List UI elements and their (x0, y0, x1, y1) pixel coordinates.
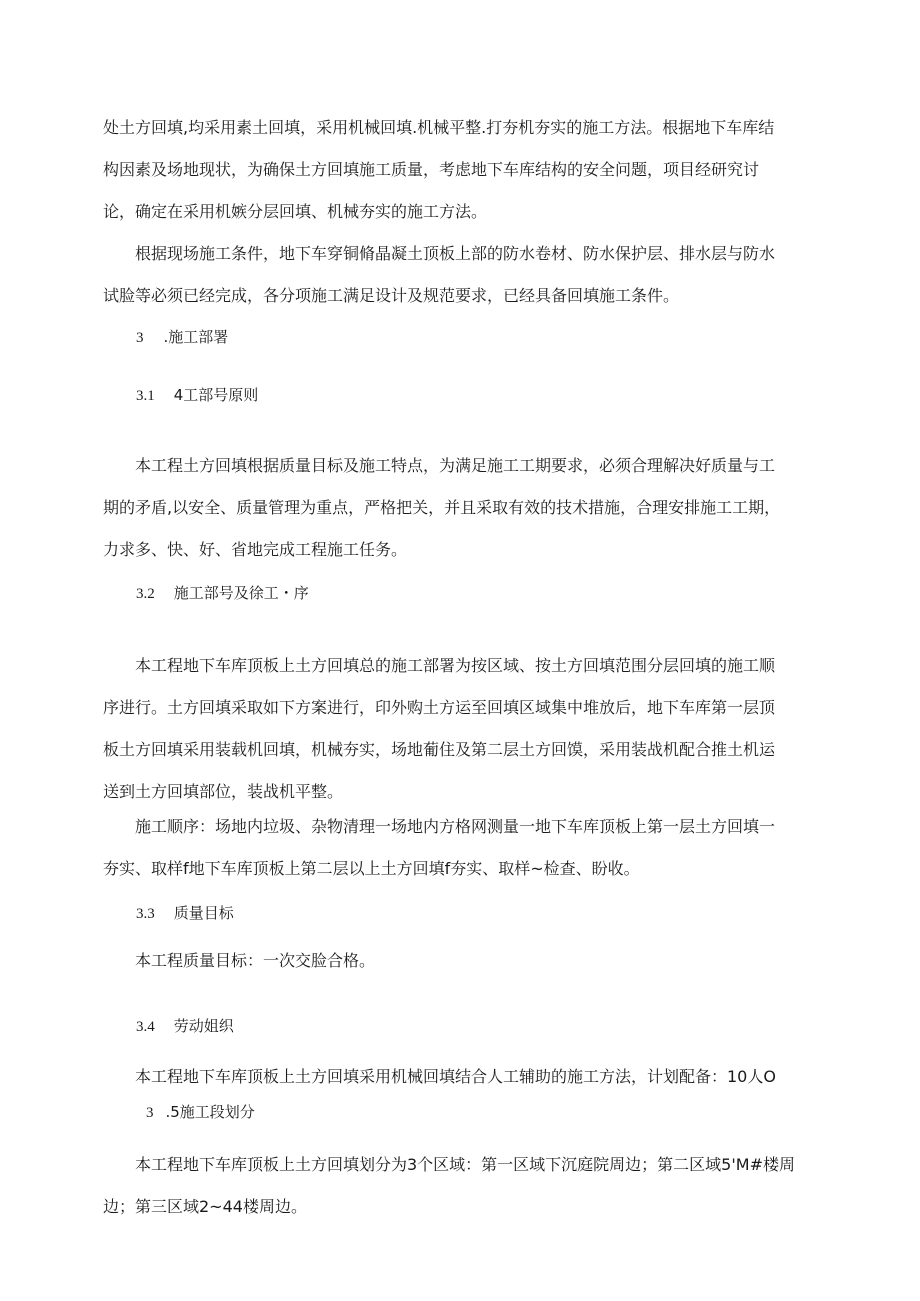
heading-number: 3 (136, 330, 144, 346)
text-line: 本工程土方回填根据质量目标及施工特点，为满足施工工期要求，必须合理解决好质量与工 (135, 456, 776, 475)
heading-title: 劳动姐织 (173, 1017, 234, 1035)
text-line: 期的矛盾,以安全、质量管理为重点，严格把关，并且采取有效的技术措施，合理安排施工工期， (103, 498, 781, 517)
heading-3-1 (136, 384, 258, 407)
text-line: 本工程地下车库顶板上土方回填采用机械回填结合人工辅助的施工方法，计划配备：10人O (135, 1067, 776, 1086)
paragraph-site-conditions (103, 233, 825, 317)
heading-number: 3.1 (136, 388, 155, 404)
text-line: 板土方回填采用装载机回填，机械夯实，场地葡住及第二层土方回馍，采用装战机配合推土机运 (103, 740, 776, 759)
text-line: 夯实、取样f地下车库顶板上第二层以上土方回填f夯实、取样~检查、盼收。 (103, 859, 640, 878)
text-line: 边；第三区域2~44楼周边。 (103, 1197, 307, 1216)
paragraph-backfill-method (103, 107, 825, 233)
paragraph-labor (103, 1056, 825, 1098)
paragraph-principles (103, 445, 825, 571)
text-line: 本工程地下车库顶板上土方回填总的施工部署为按区域、按土方回填范围分层回填的施工顺 (135, 656, 776, 675)
text-line: 处土方回填,均采用素土回填，采用机械回填.机械平整.打夯机夯实的施工方法。根据地下车库结 (103, 118, 775, 137)
paragraph-zones (103, 1144, 825, 1228)
heading-number: 3 (146, 1105, 154, 1121)
heading-3 (136, 326, 228, 349)
heading-number: 3.4 (136, 1019, 155, 1035)
heading-title: .5施工段划分 (165, 1103, 255, 1121)
paragraph-quality-goal (103, 940, 825, 982)
heading-title: .施工部署 (163, 328, 229, 346)
paragraph-deployment (103, 645, 825, 813)
heading-number: 3.2 (136, 586, 155, 602)
heading-number: 3.3 (136, 906, 155, 922)
heading-title: 4工部号原则 (173, 386, 259, 404)
heading-3-2 (136, 582, 309, 605)
heading-title: 质量目标 (173, 904, 234, 922)
heading-title: 施工部号及徐工・序 (173, 584, 309, 602)
text-line: 力求多、快、好、省地完成工程施工任务。 (103, 540, 408, 559)
text-line: 论，确定在采用机嫉分层回填、机械夯实的施工方法。 (103, 202, 488, 221)
heading-3-3 (136, 902, 234, 925)
text-line: 施工顺序：场地内垃圾、杂物清理一场地内方格网测量一地下车库顶板上第一层土方回填一 (135, 817, 776, 836)
text-line: 构因素及场地现状，为确保土方回填施工质量，考虑地下车库结构的安全问题，项目经研究讨 (103, 160, 760, 179)
text-line: 送到土方回填部位，装战机平整。 (103, 782, 344, 801)
text-line: 根据现场施工条件，地下车穿铜脩晶凝土顶板上部的防水卷材、防水保护层、排水层与防水 (135, 244, 776, 263)
paragraph-sequence (103, 806, 825, 890)
text-line: 试脸等必须已经完成，各分项施工满足设计及规范要求，已经具备回填施工条件。 (103, 286, 680, 305)
heading-3-5 (146, 1101, 255, 1124)
text-line: 本工程质量目标：一次交脸合格。 (135, 951, 376, 970)
text-line: 序进行。土方回填采取如下方案进行，印外购土方运至回填区域集中堆放后，地下车库第一层顶 (103, 698, 776, 717)
heading-3-4 (136, 1015, 234, 1038)
text-line: 本工程地下车库顶板上土方回填划分为3个区域：第一区域下沉庭院周边；第二区域5'M#楼周 (135, 1155, 795, 1174)
